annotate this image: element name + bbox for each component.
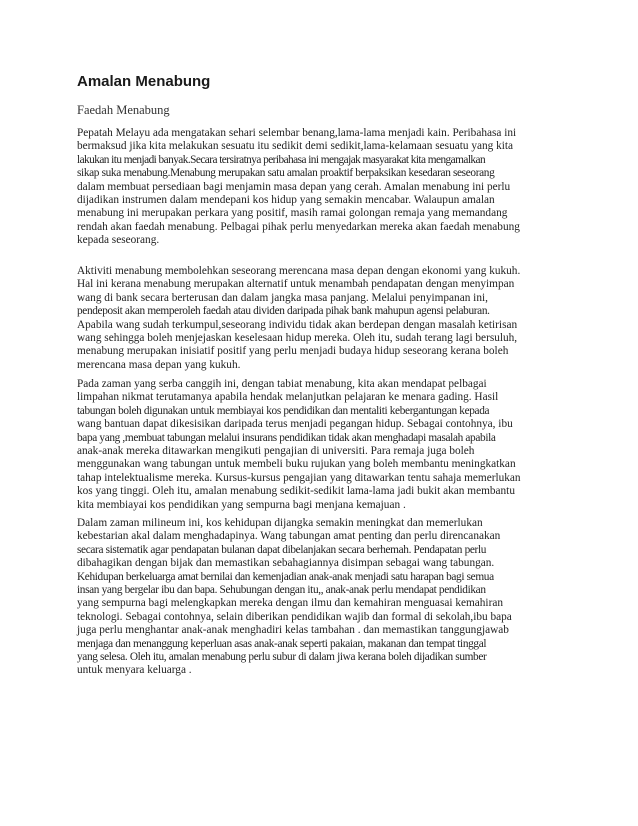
paragraph-line: bapa yang ,membuat tabungan melalui insurans pendidikan tidak akan menghadapi masalah apabila (77, 431, 496, 444)
paragraph-line: menjaga dan menanggung keperluan asas anak-anak seperti pakaian, makanan dan tempat tinggal (77, 637, 487, 650)
paragraph-line: untuk menyara keluarga . (77, 664, 192, 677)
paragraph-line: Pada zaman yang serba canggih ini, dengan tabiat menabung, kita akan mendapat pelbagai (77, 378, 487, 390)
paragraph-line: wang sehingga boleh menjejaskan keselesaan hidup mereka. Oleh itu, sudah terang lagi bersuluh, (77, 332, 518, 345)
paragraph-2 (77, 265, 520, 372)
paragraph-4 (77, 517, 512, 678)
paragraph-line: limpahan nikmat terutamanya apabila hendak melanjutkan pelajaran ke menara gading. Hasil (77, 391, 499, 404)
paragraph-line: rendah akan faedah menabung. Pelbagai pihak perlu menyedarkan mereka akan faedah menabung (77, 220, 520, 233)
paragraph-line: bermaksud jika kita melakukan sesuatu itu sedikit demi sedikit,lama-kelamaan sesuatu yang kita (77, 140, 514, 153)
paragraph-line: kita membiayai kos pendidikan yang sempurna bagi menjana kemajuan . (77, 498, 406, 511)
document-title: Amalan Menabung (77, 73, 211, 90)
paragraph-line: pendeposit akan memperoleh faedah atau dividen daripada pihak bank mahupun agensi pelaburan. (77, 305, 490, 318)
paragraph-1 (77, 127, 520, 248)
paragraph-line: Dalam zaman milineum ini, kos kehidupan dijangka semakin meningkat dan memerlukan (77, 517, 483, 529)
paragraph-line: sikap suka menabung.Menabung merupakan satu amalan proaktif berpaksikan kesedaran seseorang (77, 167, 495, 180)
paragraph-line: teknologi. Sebagai contohnya, selain diberikan pendidikan wajib dan formal di sekolah,ibu bapa (77, 610, 512, 623)
paragraph-line: Pepatah Melayu ada mengatakan sehari selembar benang,lama-lama menjadi kain. Peribahasa ini (77, 127, 517, 139)
paragraph-line: menggunakan wang tabungan untuk membeli buku rujukan yang boleh membantu meningkatkan (77, 458, 516, 471)
paragraph-line: lakukan itu menjadi banyak.Secara tersiratnya peribahasa ini mengajak masyarakat kita mengamalkan (77, 153, 486, 166)
paragraph-line: insan yang bergelar ibu dan bapa. Sehubungan dengan itu,, anak-anak perlu mendapat pendidikan (77, 584, 486, 597)
paragraph-line: Apabila wang sudah terkumpul,seseorang individu tidak akan berdepan dengan masalah ketirisan (77, 318, 518, 331)
paragraph-line: wang di bank secara berterusan dan dalam jangka masa panjang. Melalui penyimpanan ini, (77, 291, 488, 304)
paragraph-line: kos yang tinggi. Oleh itu, amalan menabung sedikit-sedikit lama-lama jadi bukit akan membantu (77, 485, 515, 498)
paragraph-line: yang selesa. Oleh itu, amalan menabung perlu subur di dalam jiwa kerana boleh dijadikan sumber (77, 651, 487, 664)
paragraph-line: menabung merupakan inisiatif positif yang perlu menjadi budaya hidup seseorang kerana boleh (77, 345, 509, 358)
paragraph-line: juga perlu menghantar anak-anak menghadiri kelas tambahan . dan memastikan tanggungjawab (77, 624, 509, 637)
paragraph-line: dalam membuat persediaan bagi menjamin masa depan yang cerah. Amalan menabung ini perlu (77, 180, 511, 193)
paragraph-line: secara sistematik agar pendapatan bulanan dapat dibelanjakan secara berhemah. Pendapatan perlu (77, 543, 487, 556)
section-heading: Faedah Menabung (77, 103, 170, 117)
paragraph-line: tahap intelektualisme mereka. Kursus-kursus pengajian yang ditawarkan tentu sahaja memerlukan (77, 471, 521, 484)
paragraph-line: wang bantuan dapat dikesisikan daripada terus menjadi pegangan hidup. Sebagai contohnya, ibu (77, 418, 513, 431)
paragraph-line: kebestarian akal dalam menghadapinya. Wang tabungan amat penting dan perlu direncanakan (77, 530, 501, 543)
paragraph-line: kepada seseorang. (77, 234, 160, 247)
paragraph-3 (77, 378, 521, 512)
paragraph-line: yang sempurna bagi melengkapkan mereka dengan ilmu dan kemahiran menguasai kemahiran (77, 597, 503, 610)
paragraph-line: dibahagikan dengan bijak dan memastikan sebahagiannya disimpan sebagai wang tabungan. (77, 557, 495, 570)
paragraph-line: merencana masa depan yang kukuh. (77, 358, 241, 371)
paragraph-line: Kehidupan berkeluarga amat bernilai dan kemenjadian anak-anak menjadi satu harapan bagi semua (77, 570, 494, 583)
paragraph-line: anak-anak mereka ditawarkan mengikuti pengajian di universiti. Para remaja juga boleh (77, 445, 475, 458)
paragraph-line: Aktiviti menabung membolehkan seseorang merencana masa depan dengan ekonomi yang kukuh. (77, 265, 521, 277)
paragraph-line: Hal ini kerana menabung merupakan alternatif untuk menambah pendapatan dengan menyimpan (77, 278, 515, 291)
paragraph-line: menabung ini merupakan perkara yang positif, masih ramai golongan remaja yang memandang (77, 207, 508, 220)
paragraph-line: tabungan boleh digunakan untuk membiayai kos pendidikan dan mentaliti kebergantungan kepada (77, 404, 490, 417)
paragraph-line: dijadikan instrumen dalam mendepani kos hidup yang semakin mencabar. Walaupun amalan (77, 194, 495, 207)
